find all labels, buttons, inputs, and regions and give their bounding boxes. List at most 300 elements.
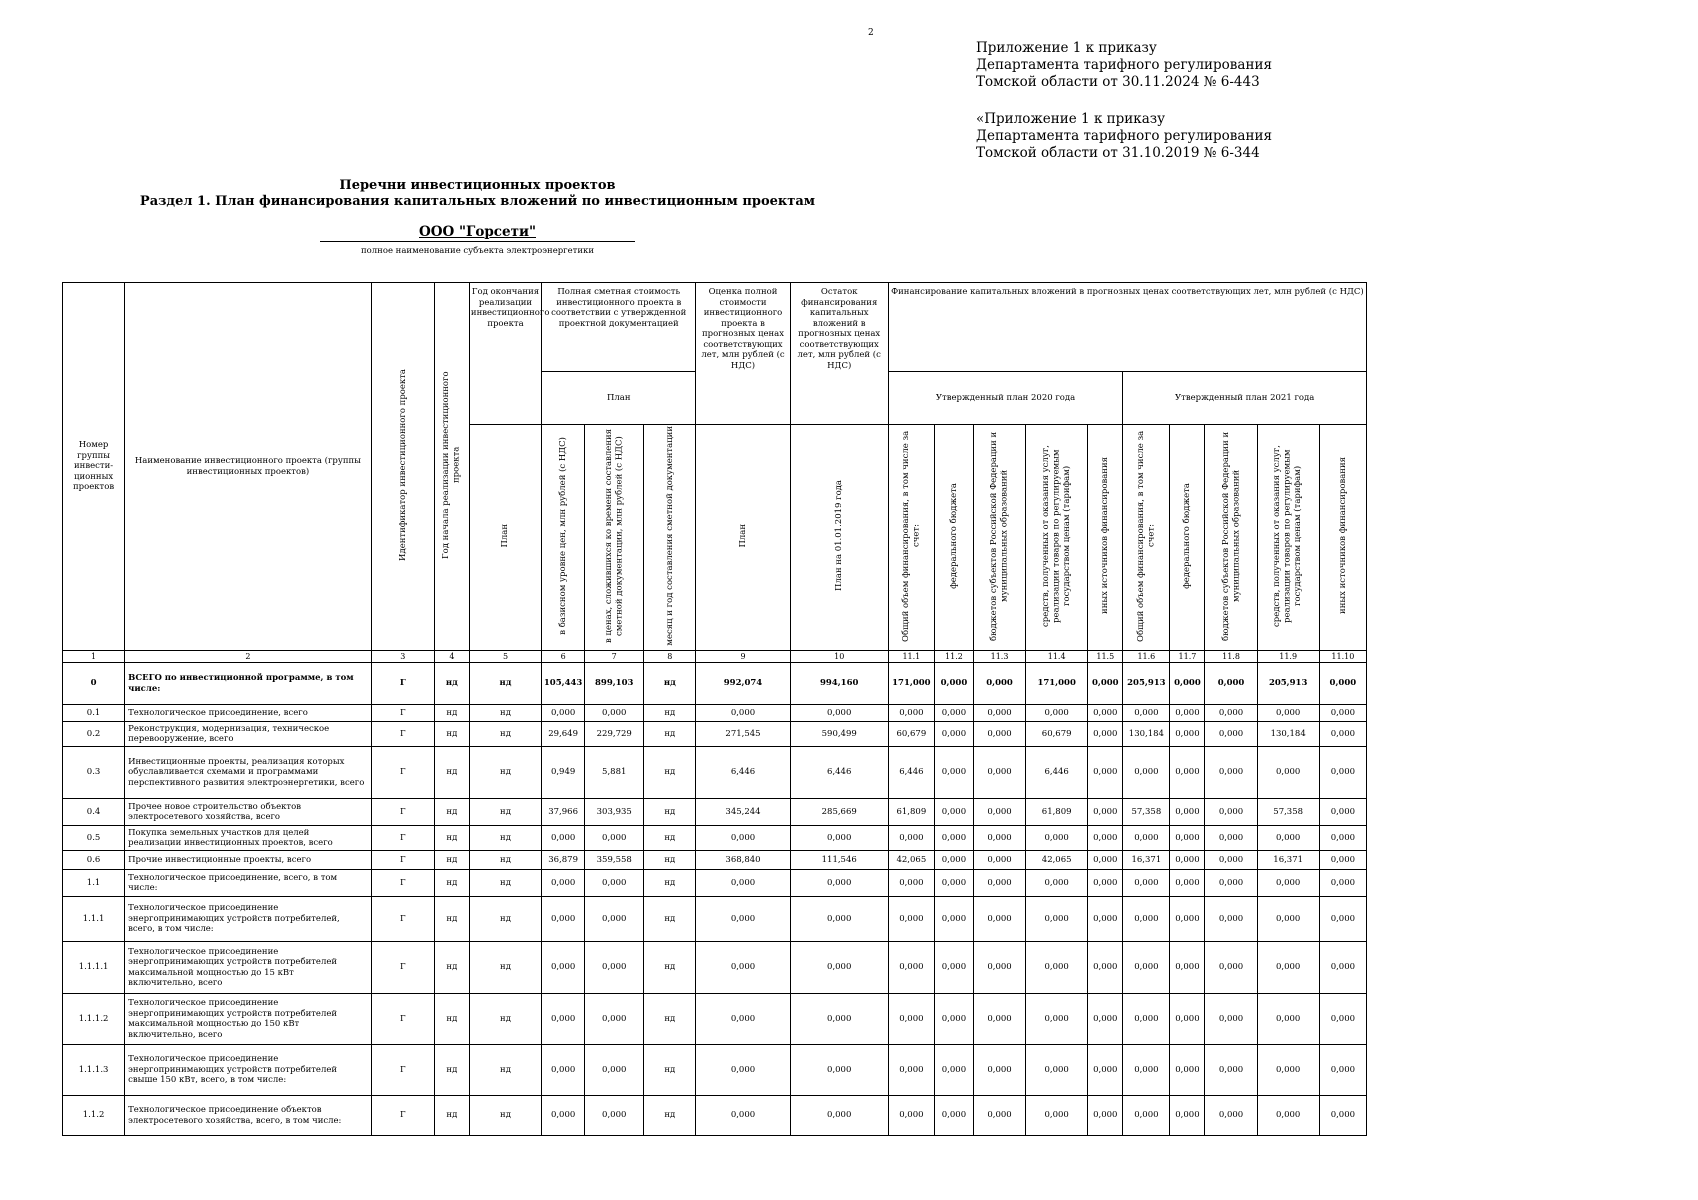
row-value-cell: 0,000 — [1257, 826, 1319, 851]
row-value-cell: 0,000 — [585, 942, 644, 994]
row-value-cell: нд — [434, 663, 469, 705]
header-2020-total-text: Общий объем финансирования, в том числе за счет: — [900, 430, 922, 642]
row-value-cell: 0,000 — [888, 705, 934, 722]
row-project-name — [125, 1096, 372, 1136]
row-value-cell: 0,000 — [888, 994, 934, 1045]
column-number: 9 — [696, 651, 790, 663]
header-financing: Финансирование капитальных вложений в прогнозных ценах соответствующих лет, млн рублей (с НДС) — [888, 283, 1366, 372]
row-value-cell: 0,000 — [973, 897, 1025, 942]
row-project-name-line: энергопринимающих устройств потребителей, — [128, 913, 340, 924]
row-value-cell: Г — [371, 1045, 434, 1096]
row-value-cell: 0,000 — [888, 870, 934, 897]
document-title: Перечни инвестиционных проектов — [339, 178, 616, 193]
row-value-cell: нд — [644, 826, 696, 851]
row-value-cell: нд — [469, 897, 541, 942]
column-number-row — [63, 651, 1367, 663]
row-value-cell: 0,000 — [1088, 942, 1123, 994]
document-titles — [110, 178, 845, 210]
row-project-name — [125, 826, 372, 851]
row-value-cell: 303,935 — [585, 799, 644, 826]
row-value-cell: 590,499 — [790, 722, 888, 747]
header-2021-federal-text: федерального бюджета — [1182, 482, 1193, 589]
header-estimate-current-text: в ценах, сложившихся ко времени составления сметной документации, млн рублей (с НДС) — [603, 428, 625, 643]
row-value-cell: 29,649 — [542, 722, 585, 747]
row-project-name — [125, 1045, 372, 1096]
row-value-cell: 0,000 — [585, 870, 644, 897]
row-value-cell: 899,103 — [585, 663, 644, 705]
row-project-name-line: обуславливается схемами и программами — [128, 767, 319, 778]
row-value-cell: 0,000 — [1257, 994, 1319, 1045]
row-value-cell: 0,000 — [1205, 1045, 1257, 1096]
appendix-line: Приложение 1 к приказу — [976, 40, 1157, 56]
header-2020-regional-text: бюджетов субъектов Российской Федерации и муниципальных образований — [989, 431, 1010, 641]
row-value-cell: 0,000 — [973, 942, 1025, 994]
column-number: 11.6 — [1123, 651, 1170, 663]
row-value-cell: нд — [469, 747, 541, 799]
row-group-number: 0.4 — [63, 799, 125, 826]
row-value-cell: нд — [434, 1045, 469, 1096]
row-value-cell: Г — [371, 897, 434, 942]
row-group-number: 1.1.1.2 — [63, 994, 125, 1045]
header-end-year: Год окончания реализации инвестиционного проекта — [469, 283, 541, 425]
row-project-name — [125, 851, 372, 870]
row-value-cell: 61,809 — [888, 799, 934, 826]
row-value-cell: 0,000 — [1205, 851, 1257, 870]
header-full-cost: Оценка полной стоимости инвестиционного проекта в прогнозных ценах соответствующих лет, млн рублей (с НДС) — [696, 283, 790, 425]
column-number: 11.3 — [973, 651, 1025, 663]
header-group-number: Номер группы инвести-ционных проектов — [63, 283, 125, 651]
column-number: 11.9 — [1257, 651, 1319, 663]
row-value-cell: 0,000 — [973, 747, 1025, 799]
row-value-cell: нд — [469, 851, 541, 870]
row-value-cell: 0,000 — [973, 870, 1025, 897]
row-value-cell: 0,000 — [888, 897, 934, 942]
header-project-name: Наименование инвестиционного проекта (группы инвестиционных проектов) — [125, 283, 372, 651]
row-project-name-line: электросетевого хозяйства, всего — [128, 812, 281, 822]
row-value-cell: 0,000 — [1026, 826, 1088, 851]
row-value-cell: 0,000 — [1170, 799, 1205, 826]
row-value-cell: 130,184 — [1123, 722, 1170, 747]
row-value-cell: 0,000 — [790, 1045, 888, 1096]
header-2020-total — [888, 425, 934, 651]
column-number: 10 — [790, 651, 888, 663]
row-value-cell: 271,545 — [696, 722, 790, 747]
row-value-cell: 0,000 — [1205, 663, 1257, 705]
row-value-cell: нд — [469, 1045, 541, 1096]
row-value-cell: 0,000 — [973, 799, 1025, 826]
row-project-name-line: свыше 150 кВт, всего, в том числе: — [128, 1075, 287, 1086]
row-value-cell: 0,000 — [973, 851, 1025, 870]
header-start-year-text: Год начала реализации инвестиционного проекта — [441, 370, 462, 559]
row-value-cell: 0,000 — [1170, 663, 1205, 705]
row-value-cell: 0,000 — [542, 1096, 585, 1136]
row-value-cell: 0,000 — [1170, 994, 1205, 1045]
row-value-cell: 0,000 — [1205, 1096, 1257, 1136]
organization-name: ООО "Горсети" — [320, 224, 635, 242]
row-value-cell: 368,840 — [696, 851, 790, 870]
row-value-cell: 0,000 — [1026, 942, 1088, 994]
row-value-cell: 0,000 — [696, 942, 790, 994]
row-value-cell: 0,000 — [1205, 826, 1257, 851]
row-value-cell: 171,000 — [1026, 663, 1088, 705]
row-value-cell: 0,000 — [1088, 851, 1123, 870]
investment-plan-table — [62, 282, 1367, 1136]
header-2020-tariff-text: средств, полученных от оказания услуг, реализации товаров по регулируемым государством ценам (тарифам) — [1040, 444, 1072, 627]
row-value-cell: нд — [644, 663, 696, 705]
table-row — [63, 870, 1367, 897]
row-value-cell: 0,000 — [542, 897, 585, 942]
appendix-line: Томской области от 30.11.2024 № 6-443 — [976, 74, 1260, 90]
header-2020-tariff — [1026, 425, 1088, 651]
row-value-cell: 0,000 — [1319, 851, 1366, 870]
column-number: 11.10 — [1319, 651, 1366, 663]
table-row — [63, 799, 1367, 826]
row-value-cell: Г — [371, 705, 434, 722]
row-value-cell: 0,000 — [973, 994, 1025, 1045]
row-value-cell: 0,000 — [973, 1096, 1025, 1136]
row-value-cell: 0,000 — [934, 705, 973, 722]
row-group-number: 1.1.2 — [63, 1096, 125, 1136]
row-value-cell: 0,000 — [1205, 722, 1257, 747]
row-value-cell: 0,000 — [1205, 942, 1257, 994]
row-value-cell: 0,000 — [973, 722, 1025, 747]
header-2021-tariff-text: средств, полученных от оказания услуг, реализации товаров по регулируемым государством ценам (тарифам) — [1272, 444, 1304, 627]
row-value-cell: 0,000 — [973, 663, 1025, 705]
row-value-cell: нд — [469, 705, 541, 722]
row-group-number: 0 — [63, 663, 125, 705]
column-number: 11.1 — [888, 651, 934, 663]
row-project-name-line: энергопринимающих устройств потребителей — [128, 1008, 338, 1019]
row-value-cell: 0,000 — [973, 826, 1025, 851]
row-value-cell: 0,000 — [1170, 870, 1205, 897]
row-project-name-line: включительно, всего — [128, 1029, 223, 1040]
row-project-name-line: перевооружение, всего — [128, 734, 234, 744]
row-value-cell: 994,160 — [790, 663, 888, 705]
row-value-cell: нд — [434, 799, 469, 826]
row-group-number: 0.3 — [63, 747, 125, 799]
row-value-cell: нд — [469, 942, 541, 994]
header-2020-federal — [934, 425, 973, 651]
row-value-cell: нд — [434, 722, 469, 747]
row-value-cell: 105,443 — [542, 663, 585, 705]
header-plan-2020: Утвержденный план 2020 года — [888, 372, 1123, 425]
row-value-cell: 0,000 — [585, 994, 644, 1045]
row-value-cell: нд — [644, 994, 696, 1045]
row-project-name-line: числе: — [128, 883, 158, 893]
row-group-number: 0.1 — [63, 705, 125, 722]
row-value-cell: 0,000 — [1088, 1045, 1123, 1096]
header-estimate-base — [542, 425, 585, 651]
row-value-cell: 111,546 — [790, 851, 888, 870]
row-value-cell: 0,000 — [888, 826, 934, 851]
row-value-cell: 0,000 — [1170, 722, 1205, 747]
column-number: 2 — [125, 651, 372, 663]
column-number: 5 — [469, 651, 541, 663]
row-value-cell: 0,000 — [1319, 826, 1366, 851]
header-full-cost-plan — [696, 425, 790, 651]
row-value-cell: 0,000 — [1257, 705, 1319, 722]
row-project-name-line: Технологическое присоединение — [128, 946, 279, 957]
row-value-cell: 0,000 — [696, 994, 790, 1045]
header-plan-2021: Утвержденный план 2021 года — [1123, 372, 1367, 425]
row-value-cell: 0,000 — [1257, 870, 1319, 897]
table-header — [63, 283, 1367, 651]
header-2021-other-text: иных источников финансирования — [1337, 457, 1348, 615]
row-value-cell: нд — [469, 994, 541, 1045]
row-value-cell: 205,913 — [1257, 663, 1319, 705]
row-value-cell: 0,000 — [1088, 747, 1123, 799]
row-project-name-line: максимальной мощностью до 150 кВт — [128, 1019, 300, 1029]
row-value-cell: 0,000 — [1026, 705, 1088, 722]
header-end-year-plan-text: План — [500, 523, 511, 548]
row-project-name-line: энергопринимающих устройств потребителей — [128, 1064, 338, 1075]
row-value-cell: 0,000 — [1123, 1096, 1170, 1136]
row-value-cell: 130,184 — [1257, 722, 1319, 747]
row-value-cell: 0,000 — [1170, 1045, 1205, 1096]
row-value-cell: 0,000 — [1123, 747, 1170, 799]
row-value-cell: нд — [469, 870, 541, 897]
row-value-cell: 992,074 — [696, 663, 790, 705]
row-value-cell: 0,000 — [888, 1045, 934, 1096]
row-value-cell: 6,446 — [696, 747, 790, 799]
row-value-cell: 0,000 — [1088, 870, 1123, 897]
column-number: 1 — [63, 651, 125, 663]
row-project-name — [125, 799, 372, 826]
header-estimate-current — [585, 425, 644, 651]
row-value-cell: нд — [434, 705, 469, 722]
row-group-number: 1.1.1 — [63, 897, 125, 942]
row-value-cell: Г — [371, 1096, 434, 1136]
row-project-name — [125, 870, 372, 897]
row-value-cell: 0,000 — [696, 1045, 790, 1096]
table-row — [63, 1096, 1367, 1136]
row-value-cell: 0,000 — [934, 722, 973, 747]
row-value-cell: 0,000 — [790, 942, 888, 994]
row-value-cell: 0,000 — [1123, 870, 1170, 897]
row-value-cell: 0,000 — [1205, 870, 1257, 897]
row-project-name-line: ВСЕГО по инвестиционной программе, в том — [128, 673, 354, 683]
page-number: 2 — [868, 28, 874, 38]
row-value-cell: 6,446 — [1026, 747, 1088, 799]
column-number: 11.7 — [1170, 651, 1205, 663]
row-value-cell: нд — [644, 705, 696, 722]
row-value-cell: 229,729 — [585, 722, 644, 747]
row-value-cell: 0,000 — [585, 705, 644, 722]
table-row — [63, 722, 1367, 747]
row-value-cell: 0,000 — [934, 851, 973, 870]
row-value-cell: 205,913 — [1123, 663, 1170, 705]
table-row — [63, 897, 1367, 942]
row-value-cell: 0,000 — [934, 994, 973, 1045]
header-project-id — [371, 283, 434, 651]
row-project-name-line: Технологическое присоединение, всего, в том — [128, 872, 338, 883]
row-value-cell: 0,000 — [1319, 747, 1366, 799]
row-value-cell: 0,000 — [1319, 942, 1366, 994]
row-value-cell: 171,000 — [888, 663, 934, 705]
row-group-number: 0.6 — [63, 851, 125, 870]
row-value-cell: 0,000 — [1170, 747, 1205, 799]
row-value-cell: нд — [644, 851, 696, 870]
row-value-cell: нд — [434, 747, 469, 799]
row-value-cell: нд — [434, 897, 469, 942]
row-value-cell: 0,000 — [1319, 722, 1366, 747]
row-project-name — [125, 897, 372, 942]
row-value-cell: 0,000 — [1026, 1045, 1088, 1096]
row-value-cell: 0,000 — [1026, 994, 1088, 1045]
row-group-number: 0.2 — [63, 722, 125, 747]
row-value-cell: 0,000 — [790, 705, 888, 722]
row-value-cell: 42,065 — [888, 851, 934, 870]
row-group-number: 0.5 — [63, 826, 125, 851]
header-2020-federal-text: федерального бюджета — [948, 482, 959, 589]
row-value-cell: Г — [371, 799, 434, 826]
row-value-cell: 0,000 — [934, 826, 973, 851]
row-value-cell: 0,000 — [1123, 942, 1170, 994]
header-2020-other-text: иных источников финансирования — [1100, 457, 1111, 615]
row-value-cell: 0,000 — [790, 897, 888, 942]
row-value-cell: 0,000 — [934, 1045, 973, 1096]
header-estimate-date — [644, 425, 696, 651]
row-value-cell: 0,000 — [1088, 994, 1123, 1045]
row-value-cell: 0,000 — [696, 705, 790, 722]
header-2021-regional — [1205, 425, 1257, 651]
row-project-name-line: Технологическое присоединение — [128, 998, 279, 1008]
row-project-name-line: энергопринимающих устройств потребителей — [128, 957, 338, 967]
row-project-name — [125, 722, 372, 747]
row-value-cell: 57,358 — [1123, 799, 1170, 826]
row-value-cell: 285,669 — [790, 799, 888, 826]
row-value-cell: 16,371 — [1257, 851, 1319, 870]
header-2021-other — [1319, 425, 1366, 651]
appendix-line: Департамента тарифного регулирования — [976, 57, 1272, 73]
row-value-cell: 0,000 — [1205, 747, 1257, 799]
row-value-cell: 0,000 — [696, 826, 790, 851]
row-value-cell: 60,679 — [1026, 722, 1088, 747]
row-value-cell: 16,371 — [1123, 851, 1170, 870]
row-value-cell: нд — [469, 1096, 541, 1136]
header-2021-tariff — [1257, 425, 1319, 651]
row-value-cell: нд — [469, 722, 541, 747]
header-full-cost-plan-text: План — [737, 523, 748, 548]
row-value-cell: 5,881 — [585, 747, 644, 799]
row-value-cell: 0,000 — [1123, 994, 1170, 1045]
table-row — [63, 994, 1367, 1045]
row-value-cell: 0,000 — [1123, 1045, 1170, 1096]
row-value-cell: 0,000 — [1319, 663, 1366, 705]
column-number: 8 — [644, 651, 696, 663]
row-value-cell: нд — [644, 897, 696, 942]
row-value-cell: нд — [644, 747, 696, 799]
row-value-cell: 0,000 — [1088, 722, 1123, 747]
row-value-cell: нд — [644, 870, 696, 897]
row-value-cell: нд — [469, 663, 541, 705]
row-value-cell: 0,000 — [1257, 942, 1319, 994]
document-subtitle: Раздел 1. План финансирования капитальных вложений по инвестиционным проектам — [139, 194, 816, 209]
appendix-line: Департамента тарифного регулирования — [976, 128, 1272, 144]
row-value-cell: 0,000 — [790, 1096, 888, 1136]
header-remaining: Остаток финансирования капитальных вложений в прогнозных ценах соответствующих лет, млн рублей (с НДС) — [790, 283, 888, 425]
row-value-cell: 0,000 — [934, 1096, 973, 1136]
row-value-cell: нд — [434, 870, 469, 897]
row-value-cell: 6,446 — [888, 747, 934, 799]
row-value-cell: 0,000 — [1170, 705, 1205, 722]
row-project-name-line: Инвестиционные проекты, реализация которых — [128, 756, 345, 767]
row-value-cell: 6,446 — [790, 747, 888, 799]
row-value-cell: нд — [644, 722, 696, 747]
column-number: 11.2 — [934, 651, 973, 663]
row-value-cell: 0,000 — [790, 826, 888, 851]
row-value-cell: 0,000 — [1170, 942, 1205, 994]
row-value-cell: 0,000 — [1170, 897, 1205, 942]
row-project-name-line: Технологическое присоединение, всего — [128, 707, 308, 718]
row-value-cell: нд — [644, 1045, 696, 1096]
table-row — [63, 826, 1367, 851]
row-value-cell: 0,000 — [1088, 897, 1123, 942]
row-value-cell: Г — [371, 942, 434, 994]
row-value-cell: 0,000 — [888, 942, 934, 994]
row-value-cell: 0,000 — [934, 663, 973, 705]
row-value-cell: 0,000 — [1026, 870, 1088, 897]
row-project-name — [125, 663, 372, 705]
row-group-number: 1.1 — [63, 870, 125, 897]
appendix-previous-reference — [976, 111, 1272, 162]
row-value-cell: 61,809 — [1026, 799, 1088, 826]
header-estimate-cost: Полная сметная стоимость инвестиционного проекта в соответствии с утвержденной проектной документацией — [542, 283, 696, 372]
row-value-cell: 36,879 — [542, 851, 585, 870]
table-row — [63, 942, 1367, 994]
row-value-cell: 0,000 — [1123, 897, 1170, 942]
row-value-cell: нд — [644, 942, 696, 994]
row-group-number: 1.1.1.3 — [63, 1045, 125, 1096]
appendix-current-reference — [976, 40, 1272, 91]
row-value-cell: 0,000 — [542, 942, 585, 994]
row-value-cell: 57,358 — [1257, 799, 1319, 826]
appendix-line: Томской области от 31.10.2019 № 6-344 — [976, 145, 1260, 161]
table-row — [63, 663, 1367, 705]
table-row — [63, 1045, 1367, 1096]
header-2021-total — [1123, 425, 1170, 651]
row-project-name-line: Реконструкция, модернизация, техническое — [128, 723, 330, 734]
header-2021-federal — [1170, 425, 1205, 651]
row-value-cell: 0,000 — [542, 826, 585, 851]
row-project-name — [125, 747, 372, 799]
column-number: 4 — [434, 651, 469, 663]
row-value-cell: 0,000 — [585, 826, 644, 851]
row-value-cell: Г — [371, 826, 434, 851]
header-project-id-text: Идентификатор инвестиционного проекта — [397, 368, 408, 561]
row-project-name-line: Технологическое присоединение — [128, 1054, 279, 1065]
row-value-cell: 0,000 — [1257, 1096, 1319, 1136]
row-value-cell: 0,000 — [934, 870, 973, 897]
row-value-cell: 345,244 — [696, 799, 790, 826]
row-project-name-line: электросетевого хозяйства, всего, в том числе: — [128, 1115, 342, 1126]
row-value-cell: 0,000 — [1205, 897, 1257, 942]
row-value-cell: 0,000 — [934, 747, 973, 799]
row-value-cell: 60,679 — [888, 722, 934, 747]
column-number: 6 — [542, 651, 585, 663]
row-value-cell: 0,000 — [790, 994, 888, 1045]
row-value-cell: Г — [371, 851, 434, 870]
row-value-cell: 0,000 — [1319, 897, 1366, 942]
row-value-cell: 0,000 — [934, 942, 973, 994]
row-project-name-line: Технологическое присоединение объектов — [128, 1105, 322, 1115]
organization-caption: полное наименование субъекта электроэнергетики — [360, 246, 595, 256]
row-value-cell: 0,000 — [1257, 897, 1319, 942]
header-estimate-date-text: месяц и год составления сметной документации — [664, 425, 675, 646]
header-remaining-plan-text: План на 01.01.2019 года — [833, 480, 844, 592]
row-value-cell: нд — [469, 799, 541, 826]
row-value-cell: нд — [469, 826, 541, 851]
